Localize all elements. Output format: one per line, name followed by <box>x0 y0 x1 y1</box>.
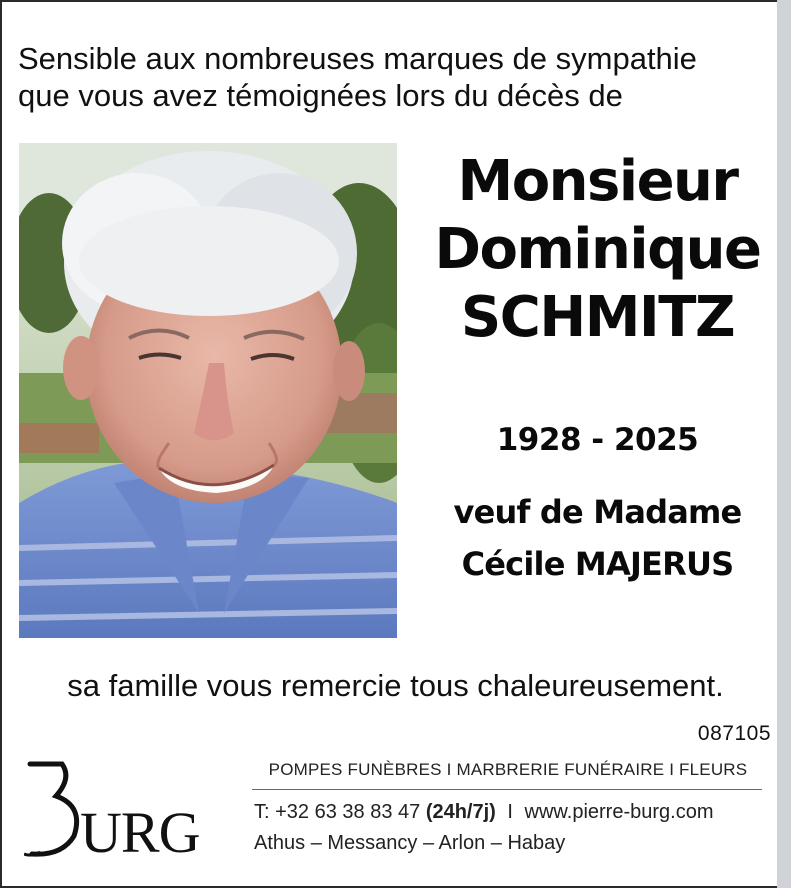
logo-wordmark: URG <box>80 800 200 858</box>
deceased-title: Monsieur <box>457 149 738 214</box>
reference-number: 087105 <box>697 722 771 745</box>
thanks-message: sa famille vous remercie tous chaleureusement. <box>67 668 724 703</box>
spouse-line-2: Cécile MAJERUS <box>461 545 734 583</box>
spouse-line-1: veuf de Madame <box>453 493 742 531</box>
contact-separator: I <box>507 801 513 823</box>
footer-divider <box>252 789 762 790</box>
spouse-info <box>410 486 785 590</box>
website-link[interactable]: www.pierre-burg.com <box>524 801 714 823</box>
burg-logo <box>24 758 224 858</box>
life-dates: 1928 - 2025 <box>496 422 699 458</box>
phone-hours: (24h/7j) <box>425 801 496 823</box>
intro-text <box>18 40 778 114</box>
intro-line-2: que vous avez témoignées lors du décès de <box>18 78 623 113</box>
portrait-photo <box>19 143 397 638</box>
funeral-services: POMPES FUNÈBRES I MARBRERIE FUNÉRAIRE I FLEURS <box>268 760 748 779</box>
contact-line <box>254 801 713 824</box>
deceased-first-name: Dominique <box>434 217 761 282</box>
deceased-last-name: SCHMITZ <box>460 285 735 350</box>
deceased-name-block <box>405 148 790 352</box>
locations-line: Athus – Messancy – Arlon – Habay <box>254 832 566 854</box>
phone-number[interactable]: T: +32 63 38 83 47 <box>254 801 421 823</box>
page-edge <box>777 0 791 888</box>
intro-line-1: Sensible aux nombreuses marques de sympathie <box>18 41 697 76</box>
